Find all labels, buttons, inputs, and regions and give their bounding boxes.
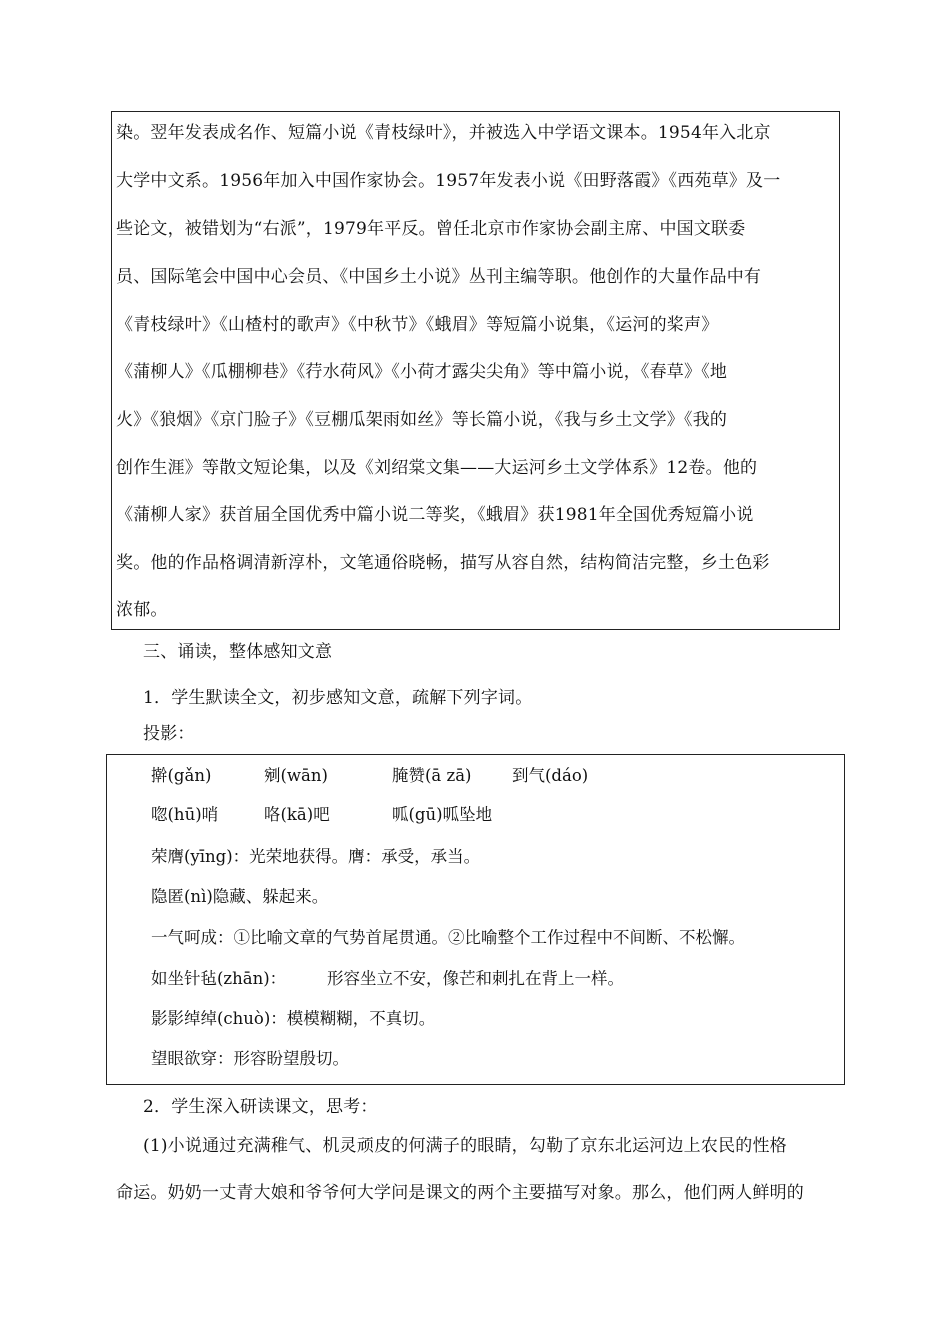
vocab-item: 呱(gū)呱坠地 — [392, 805, 493, 824]
question-1-text: (1)小说通过充满稚气、机灵顽皮的何满子的眼睛，勾勒了京东北运河边上农民的性格 — [143, 1136, 787, 1156]
projection-label: 投影： — [143, 724, 195, 744]
bio-line: 《青枝绿叶》《山楂村的歌声》《中秋节》《蛾眉》等短篇小说集，《运河的桨声》 — [116, 315, 719, 335]
bio-line: 浓郁。 — [116, 600, 168, 620]
vocab-item: 到气(dáo) — [512, 766, 589, 785]
vocab-item: 腌赞(ā zā) — [392, 766, 472, 785]
vocab-definition: 影影绰绰(chuò)：模模糊糊，不真切。 — [151, 1009, 436, 1028]
vocab-item: 咯(kā)吧 — [264, 805, 330, 824]
step-1-text: 1．学生默读全文，初步感知文意，疏解下列字词。 — [143, 688, 533, 708]
vocab-item: 唿(hū)哨 — [151, 805, 219, 824]
vocab-definition: 一气呵成：①比喻文章的气势首尾贯通。②比喻整个工作过程中不间断、不松懈。 — [151, 928, 745, 947]
bio-line: 火》《狼烟》《京门脸子》《豆棚瓜架雨如丝》等长篇小说，《我与乡土文学》《我的 — [116, 410, 728, 430]
step-2-heading: 2．学生深入研读课文，思考： — [143, 1097, 378, 1117]
bio-line: 大学中文系。1956年加入中国作家协会。1957年发表小说《田野落霞》《西苑草》及一 — [116, 171, 781, 191]
vocab-term: 如坐针毡(zhān)： — [151, 969, 287, 988]
bio-line: 员、国际笔会中国中心会员、《中国乡土小说》丛刊主编等职。他创作的大量作品中有 — [116, 267, 762, 287]
question-1-text: 命运。奶奶一丈青大娘和爷爷何大学问是课文的两个主要描写对象。那么，他们两人鲜明的 — [116, 1183, 804, 1203]
bio-line: 《蒲柳人》《瓜棚柳巷》《荇水荷风》《小荷才露尖尖角》等中篇小说，《春草》《地 — [116, 362, 728, 382]
vocab-definition: 形容坐立不安，像芒和刺扎在背上一样。 — [327, 969, 624, 988]
vocab-definition: 荣膺(yīng)：光荣地获得。膺：承受，承当。 — [151, 847, 481, 866]
bio-line: 些论文，被错划为“右派”，1979年平反。曾任北京市作家协会副主席、中国文联委 — [116, 219, 746, 239]
vocab-item: 剜(wān) — [264, 766, 328, 785]
vocab-item: 擀(gǎn) — [151, 766, 212, 785]
vocab-definition: 隐匿(nì)隐藏、躲起来。 — [151, 887, 329, 906]
bio-line: 《蒲柳人家》获首届全国优秀中篇小说二等奖，《蛾眉》获1981年全国优秀短篇小说 — [116, 505, 754, 525]
section-heading: 三、诵读，整体感知文意 — [143, 642, 333, 662]
bio-line: 染。翌年发表成名作、短篇小说《青枝绿叶》，并被选入中学语文课本。1954年入北京 — [116, 123, 771, 143]
vocab-definition: 望眼欲穿：形容盼望殷切。 — [151, 1049, 349, 1068]
bio-line: 创作生涯》等散文短论集，以及《刘绍棠文集——大运河乡土文学体系》12卷。他的 — [116, 458, 758, 478]
bio-line: 奖。他的作品格调清新淳朴，文笔通俗晓畅，描写从容自然，结构简洁完整，乡土色彩 — [116, 553, 770, 573]
